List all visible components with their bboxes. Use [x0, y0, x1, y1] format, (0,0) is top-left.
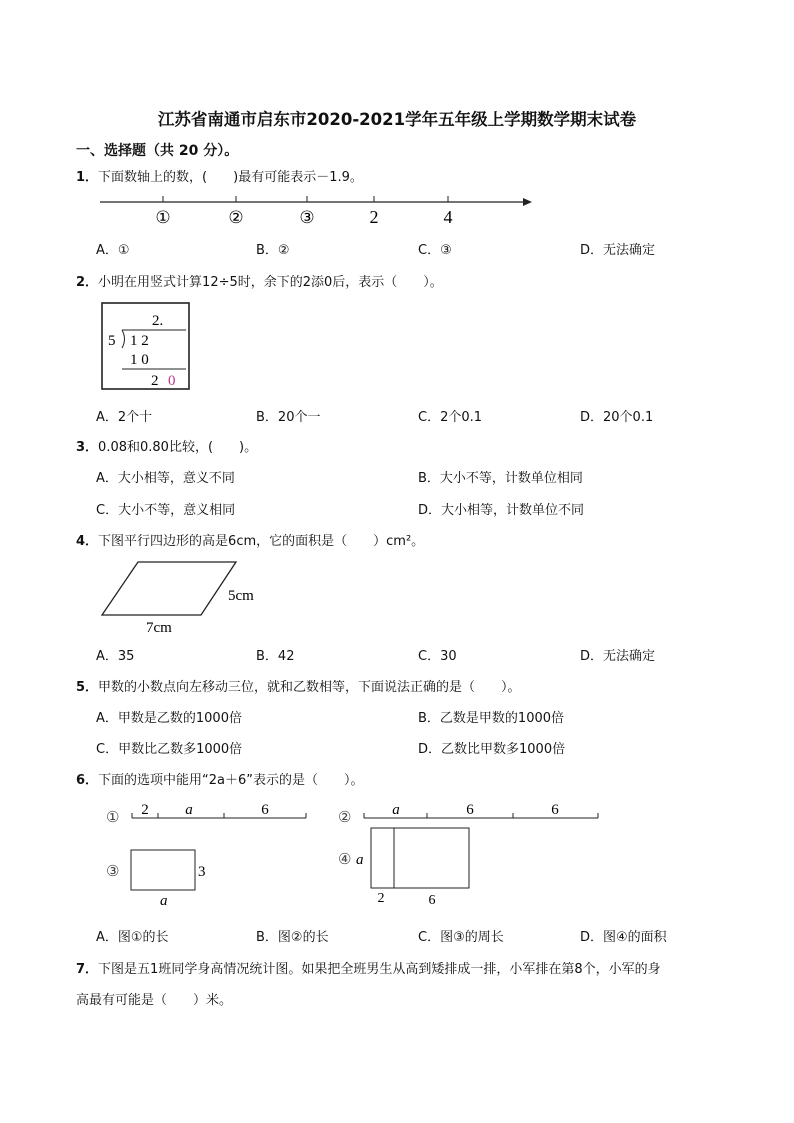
segment-label: 2	[141, 802, 149, 818]
segment-label: a	[392, 802, 400, 818]
figure-4	[338, 828, 469, 908]
option-b[interactable]: B．乙数是甲数的1000倍	[418, 711, 565, 726]
option-c[interactable]: C．③	[418, 243, 452, 258]
option-a[interactable]: A．①	[96, 243, 130, 258]
division-added-zero: 0	[168, 373, 176, 389]
figure-2	[338, 802, 598, 826]
number-line-mark: 2	[369, 207, 379, 227]
rect-height-label: 3	[198, 864, 206, 880]
segment-label: 6	[551, 802, 559, 818]
option-d[interactable]: D．图④的面积	[580, 930, 667, 945]
figure-id: ②	[338, 810, 352, 826]
figure-1	[106, 802, 306, 826]
question-text: 小明在用竖式计算12÷5时，余下的2添0后，表示（ ）。	[98, 275, 443, 290]
option-c[interactable]: C．甲数比乙数多1000倍	[96, 742, 243, 757]
option-b[interactable]: B．大小不等，计数单位相同	[418, 471, 583, 486]
option-b[interactable]: B．20个一	[256, 410, 321, 425]
division-divisor: 5	[108, 333, 116, 349]
long-division-figure	[100, 301, 192, 393]
option-a[interactable]: A．图①的长	[96, 930, 169, 945]
option-d[interactable]: D．20个0.1	[580, 410, 654, 425]
option-c[interactable]: C．30	[418, 649, 457, 664]
option-c[interactable]: C．2个0.1	[418, 410, 483, 425]
division-dividend: 1 2	[130, 333, 149, 349]
segment-label: 6	[466, 802, 474, 818]
question-7	[76, 958, 661, 977]
segment-label: a	[185, 802, 193, 818]
parallelogram-side-label: 5cm	[228, 588, 254, 604]
page-title: 江苏省南通市启东市2020-2021学年五年级上学期数学期末试卷	[157, 110, 637, 129]
option-a[interactable]: A．35	[96, 649, 135, 664]
option-c[interactable]: C．大小不等，意义相同	[96, 503, 236, 518]
number-line-mark: ③	[299, 208, 315, 227]
option-b[interactable]: B．42	[256, 649, 295, 664]
figures-group	[98, 796, 618, 912]
question-1	[76, 166, 363, 185]
question-number: 6．	[76, 773, 99, 788]
question-text: 下面数轴上的数，( )最有可能表示－1.9。	[98, 170, 363, 185]
question-number: 1．	[76, 170, 99, 185]
segment-label: 6	[261, 802, 269, 818]
option-a[interactable]: A．大小相等，意义不同	[96, 471, 235, 486]
question-text: 下图是五1班同学身高情况统计图。如果把全班男生从高到矮排成一排，小军排在第8个，小军的身	[98, 962, 661, 977]
option-d[interactable]: D．无法确定	[580, 649, 656, 664]
question-7-continued: 高最有可能是（ ）米。	[76, 993, 233, 1008]
question-text: 0.08和0.80比较，( )。	[98, 440, 258, 455]
figure-id: ④	[338, 852, 352, 868]
figure-id: ①	[106, 810, 120, 826]
question-5	[76, 676, 521, 695]
figure-3	[106, 850, 206, 909]
question-2	[76, 271, 443, 290]
number-line-figure	[96, 190, 536, 228]
figure-id: ③	[106, 864, 120, 880]
division-quotient: 2.	[152, 313, 164, 329]
parallelogram-figure	[98, 558, 268, 640]
question-number: 4．	[76, 534, 99, 549]
section-heading: 一、选择题（共 20 分）。	[76, 143, 239, 159]
question-6	[76, 769, 364, 788]
rect-bottom-label: 2	[377, 891, 385, 906]
question-3	[76, 436, 257, 455]
option-d[interactable]: D．无法确定	[580, 243, 656, 258]
number-line-mark: ②	[228, 208, 244, 227]
option-c[interactable]: C．图③的周长	[418, 930, 504, 945]
question-text: 下面的选项中能用“2a＋6”表示的是（ ）。	[98, 773, 364, 788]
option-b[interactable]: B．②	[256, 243, 290, 258]
option-d[interactable]: D．乙数比甲数多1000倍	[418, 742, 566, 757]
option-b[interactable]: B．图②的长	[256, 930, 329, 945]
division-remainder: 2	[151, 373, 159, 389]
rect-height-label: a	[356, 852, 364, 868]
question-4	[76, 530, 424, 549]
parallelogram-base-label: 7cm	[146, 620, 172, 636]
question-text: 下图平行四边形的高是6cm，它的面积是（ ）cm²。	[98, 534, 425, 549]
number-line-mark: ①	[155, 208, 171, 227]
option-a[interactable]: A．甲数是乙数的1000倍	[96, 711, 242, 726]
option-a[interactable]: A．2个十	[96, 410, 153, 425]
option-d[interactable]: D．大小相等，计数单位不同	[418, 503, 585, 518]
rect-bottom-label: 6	[428, 893, 436, 908]
question-number: 3．	[76, 440, 99, 455]
question-text: 甲数的小数点向左移动三位，就和乙数相等，下面说法正确的是（ ）。	[98, 680, 521, 695]
question-number: 5．	[76, 680, 99, 695]
number-line-mark: 4	[443, 207, 453, 227]
rect-width-label: a	[160, 893, 168, 909]
question-number: 7．	[76, 962, 99, 977]
division-product: 1 0	[130, 352, 149, 368]
question-number: 2．	[76, 275, 99, 290]
